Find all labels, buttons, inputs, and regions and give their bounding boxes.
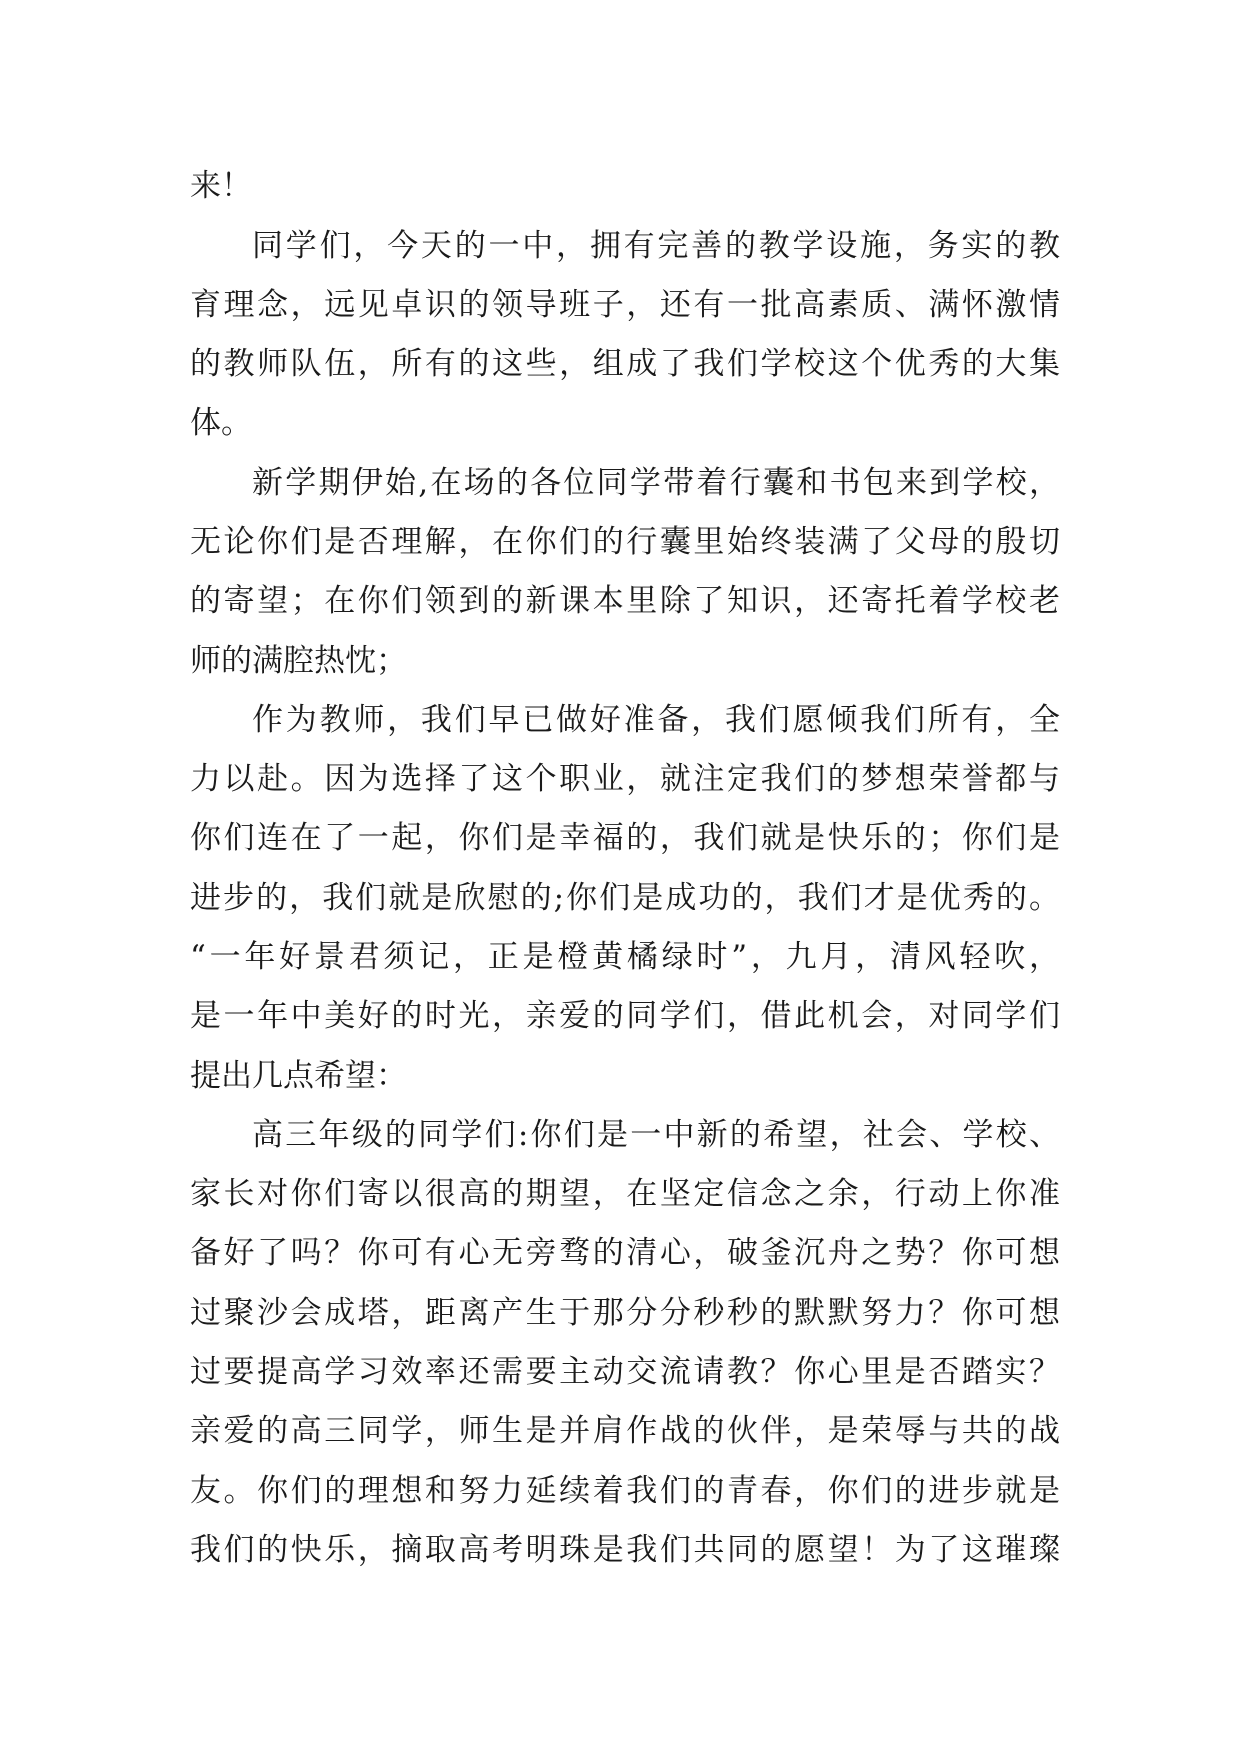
text-line: 备好了吗？你可有心无旁骛的清心，破釜沉舟之势？你可想: [190, 1235, 1060, 1271]
text-line: 过聚沙会成塔，距离产生于那分分秒秒的默默努力？你可想: [190, 1295, 1060, 1331]
text-line: 的教师队伍，所有的这些，组成了我们学校这个优秀的大集: [190, 346, 1060, 382]
text-line: 提出几点希望：: [190, 1058, 407, 1094]
text-line: 师的满腔热忱；: [190, 643, 407, 679]
text-line: 友。你们的理想和努力延续着我们的青春，你们的进步就是: [190, 1473, 1060, 1509]
paragraph-first-line: 新学期伊始,在场的各位同学带着行囊和书包来到学校，: [252, 465, 1060, 501]
text-line: 力以赴。因为选择了这个职业，就注定我们的梦想荣誉都与: [190, 761, 1060, 797]
text-line: “一年好景君须记，正是橙黄橘绿时”，九月，清风轻吹，: [190, 939, 1060, 975]
text-line: 亲爱的高三同学，师生是并肩作战的伙伴，是荣辱与共的战: [190, 1413, 1060, 1449]
text-line: 进步的，我们就是欣慰的;你们是成功的，我们才是优秀的。: [190, 880, 1060, 916]
text-line: 你们连在了一起，你们是幸福的，我们就是快乐的；你们是: [190, 820, 1060, 856]
text-line: 的寄望；在你们领到的新课本里除了知识，还寄托着学校老: [190, 583, 1060, 619]
paragraph-first-line: 同学们，今天的一中，拥有完善的教学设施，务实的教: [252, 228, 1060, 264]
text-line: 育理念，远见卓识的领导班子，还有一批高素质、满怀激情: [190, 287, 1060, 323]
text-line: 我们的快乐，摘取高考明珠是我们共同的愿望！为了这璀璨: [190, 1532, 1060, 1568]
text-line: 过要提高学习效率还需要主动交流请教？你心里是否踏实？: [190, 1354, 1060, 1390]
text-line: 家长对你们寄以很高的期望，在坚定信念之余，行动上你准: [190, 1176, 1060, 1212]
paragraph-first-line: 作为教师，我们早已做好准备，我们愿倾我们所有，全: [252, 702, 1060, 738]
text-line: 是一年中美好的时光，亲爱的同学们，借此机会，对同学们: [190, 998, 1060, 1034]
text-line: 来！: [190, 168, 252, 204]
paragraph-first-line: 高三年级的同学们:你们是一中新的希望，社会、学校、: [252, 1117, 1060, 1153]
text-line: 体。: [190, 405, 252, 441]
text-line: 无论你们是否理解，在你们的行囊里始终装满了父母的殷切: [190, 524, 1060, 560]
